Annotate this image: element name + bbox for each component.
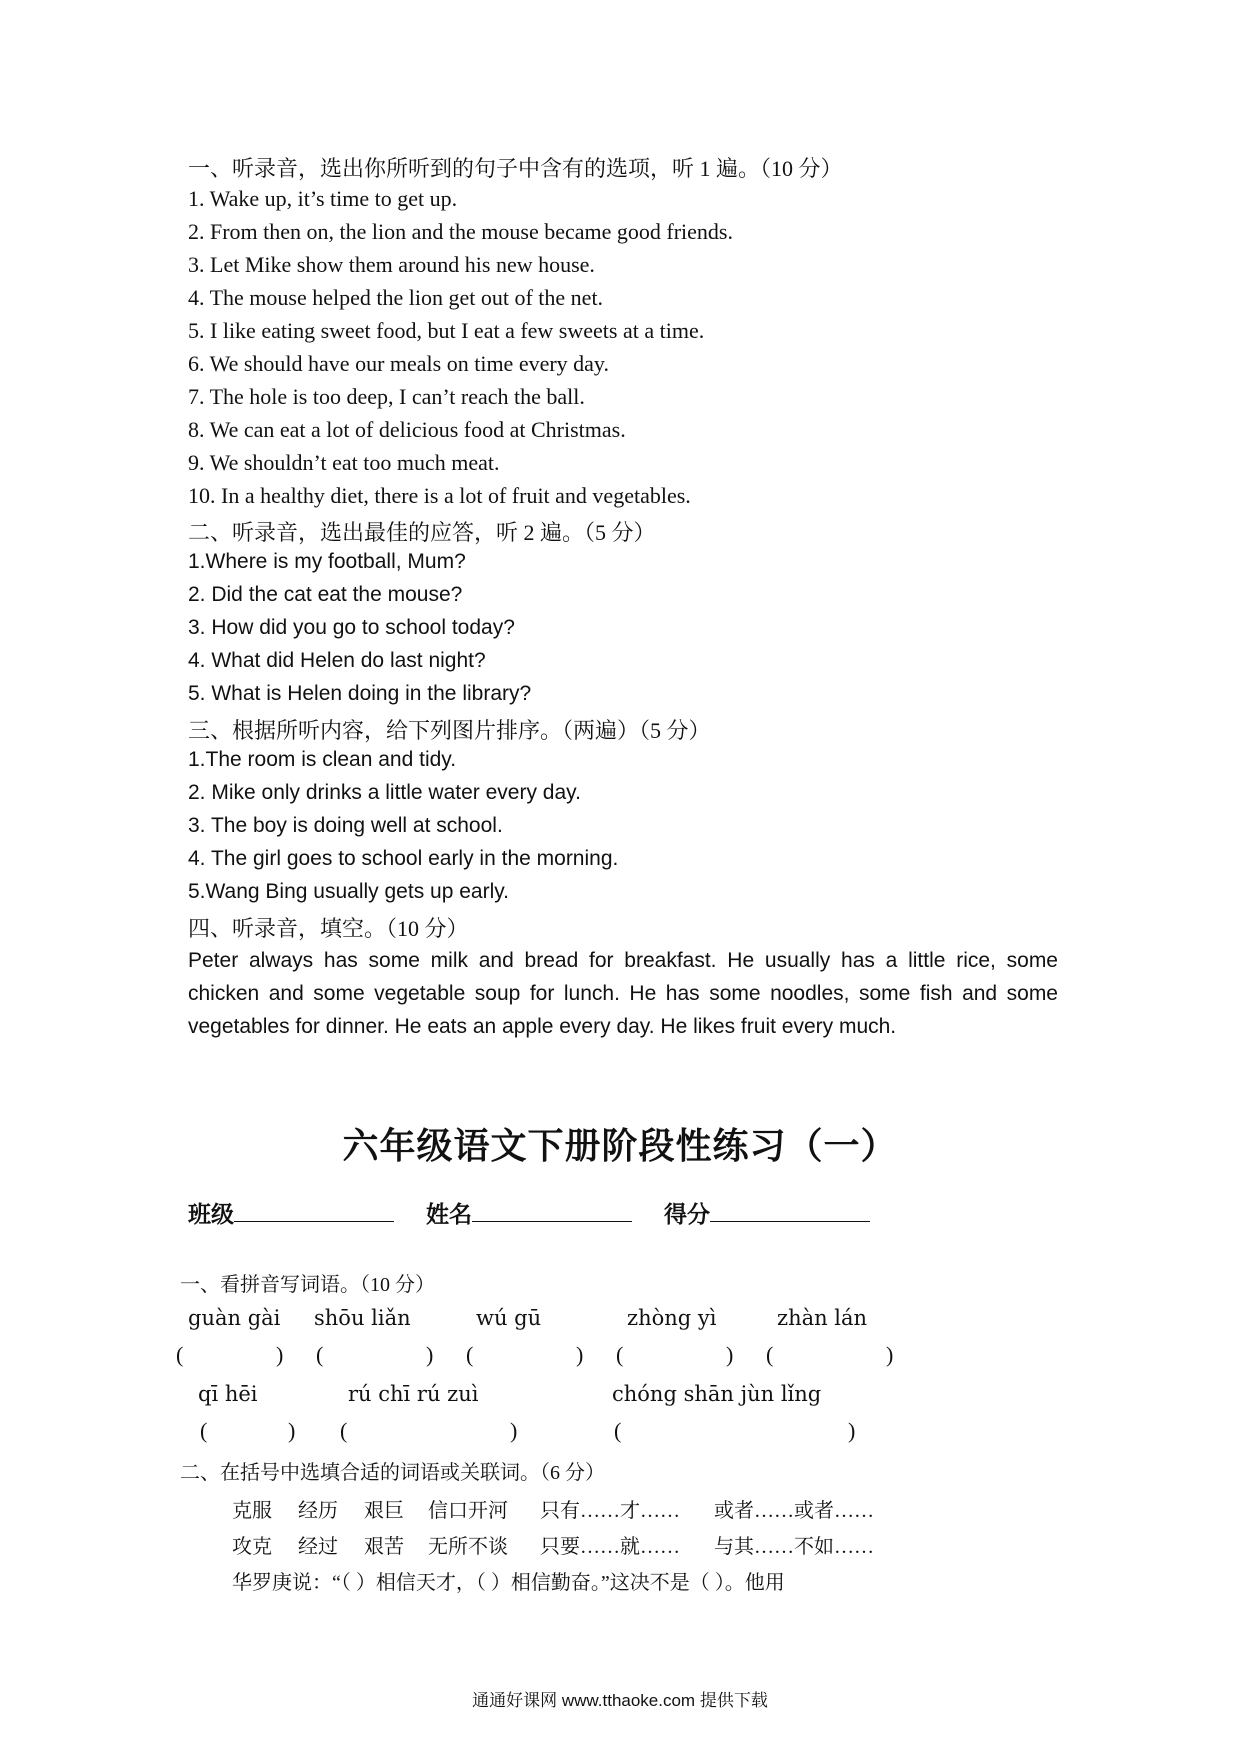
list-item: 2. From then on, the lion and the mouse became good friends.: [188, 219, 733, 244]
word-choice: 经过: [298, 1536, 338, 1558]
list-item: 6. We should have our meals on time every day.: [188, 351, 610, 376]
answer-bracket-open: (: [616, 1342, 624, 1367]
list-item: 8. We can eat a lot of delicious food at Christmas.: [188, 417, 626, 442]
section1-heading: 一、听录音，选出你所听到的句子中含有的选项，听 1 遍。（10 分）: [188, 156, 843, 181]
word-choice: 艰苦: [364, 1536, 404, 1558]
word-choice: 经历: [298, 1500, 338, 1522]
word-choice: 攻克: [232, 1536, 272, 1558]
list-item: 3. How did you go to school today?: [188, 616, 515, 639]
list-item: 1. Wake up, it’s time to get up.: [188, 186, 458, 211]
answer-bracket-open: (: [614, 1418, 622, 1443]
list-item: 7. The hole is too deep, I can’t reach the ball.: [188, 384, 585, 409]
list-item: 5. What is Helen doing in the library?: [188, 682, 532, 705]
word-choice: 艰巨: [364, 1500, 404, 1522]
part1-heading: 一、看拼音写词语。（10 分）: [180, 1274, 435, 1296]
pinyin-item: wú gū: [476, 1306, 542, 1330]
answer-bracket-open: (: [466, 1342, 474, 1367]
pinyin-item: qī hēi: [198, 1382, 258, 1406]
answer-bracket-close: ): [288, 1418, 296, 1443]
score-blank[interactable]: [710, 1201, 870, 1222]
list-item: 5.Wang Bing usually gets up early.: [188, 880, 510, 903]
list-item: 4. The mouse helped the lion get out of the net.: [188, 285, 604, 310]
section4-heading: 四、听录音，填空。（10 分）: [188, 916, 469, 941]
list-item: 4. The girl goes to school early in the morning.: [188, 847, 619, 870]
answer-bracket-open: (: [316, 1342, 324, 1367]
list-item: 10. In a healthy diet, there is a lot of fruit and vegetables.: [188, 483, 691, 508]
fill-sentence: 华罗庚说：“（ ）相信天才，（ ）相信勤奋。”这决不是（ ）。他用: [232, 1572, 785, 1594]
word-choice: 只有……才……: [540, 1500, 680, 1522]
class-blank[interactable]: [234, 1201, 394, 1222]
answer-bracket-open: (: [176, 1342, 184, 1367]
answer-bracket-close: ): [848, 1418, 856, 1443]
pinyin-item: rú chī rú zuì: [348, 1382, 479, 1406]
class-field[interactable]: [188, 1196, 394, 1229]
pinyin-item: chóng shān jùn lǐng: [612, 1382, 822, 1406]
pinyin-item: zhàn lán: [777, 1306, 868, 1330]
answer-bracket-open: (: [340, 1418, 348, 1443]
section2-heading: 二、听录音，选出最佳的应答，听 2 遍。（5 分）: [188, 520, 656, 545]
name-blank[interactable]: [472, 1201, 632, 1222]
pinyin-item: guàn gài: [188, 1306, 281, 1330]
list-item: 3. Let Mike show them around his new house.: [188, 252, 595, 277]
class-label: 班级: [188, 1201, 234, 1227]
list-item: 3. The boy is doing well at school.: [188, 814, 503, 837]
passage-text: Peter always has some milk and bread for breakfast. He usually has a little rice, some chicken and some vegetable soup for lunch. He has some noodles, some fish and some vegetables for dinner. He eats an apple every day. He likes fruit every much.: [188, 949, 1058, 1038]
list-item: 2. Did the cat eat the mouse?: [188, 583, 463, 606]
word-choice: 克服: [232, 1500, 272, 1522]
answer-bracket-close: ): [576, 1342, 584, 1367]
list-item: 1.The room is clean and tidy.: [188, 748, 457, 771]
part2-heading: 二、在括号中选填合适的词语或关联词。（6 分）: [180, 1462, 605, 1484]
list-item: 2. Mike only drinks a little water every day.: [188, 781, 581, 804]
list-item: 5. I like eating sweet food, but I eat a few sweets at a time.: [188, 318, 705, 343]
score-label: 得分: [664, 1201, 710, 1227]
section3-heading: 三、根据所听内容，给下列图片排序。（两遍）（5 分）: [188, 718, 711, 743]
list-item: 9. We shouldn’t eat too much meat.: [188, 450, 500, 475]
name-label: 姓名: [426, 1201, 472, 1227]
answer-bracket-open: (: [200, 1418, 208, 1443]
word-choice: 或者……或者……: [714, 1500, 874, 1522]
answer-bracket-open: (: [766, 1342, 774, 1367]
name-field[interactable]: [426, 1196, 632, 1229]
pinyin-item: shōu liǎn: [314, 1306, 411, 1330]
list-item: 4. What did Helen do last night?: [188, 649, 486, 672]
answer-bracket-close: ): [726, 1342, 734, 1367]
answer-bracket-close: ): [426, 1342, 434, 1367]
answer-bracket-close: ): [886, 1342, 894, 1367]
word-choice: 只要……就……: [540, 1536, 680, 1558]
word-choice: 与其……不如……: [714, 1536, 874, 1558]
score-field[interactable]: [664, 1196, 870, 1229]
footer-credit: 通通好课网 www.tthaoke.com 提供下载: [472, 1691, 768, 1710]
answer-bracket-close: ): [510, 1418, 518, 1443]
exam-title: 六年级语文下册阶段性练习（一）: [342, 1125, 898, 1166]
answer-bracket-close: ): [276, 1342, 284, 1367]
pinyin-item: zhòng yì: [627, 1306, 717, 1330]
list-item: 1.Where is my football, Mum?: [188, 550, 466, 573]
word-choice: 无所不谈: [428, 1536, 508, 1558]
word-choice: 信口开河: [428, 1500, 508, 1522]
